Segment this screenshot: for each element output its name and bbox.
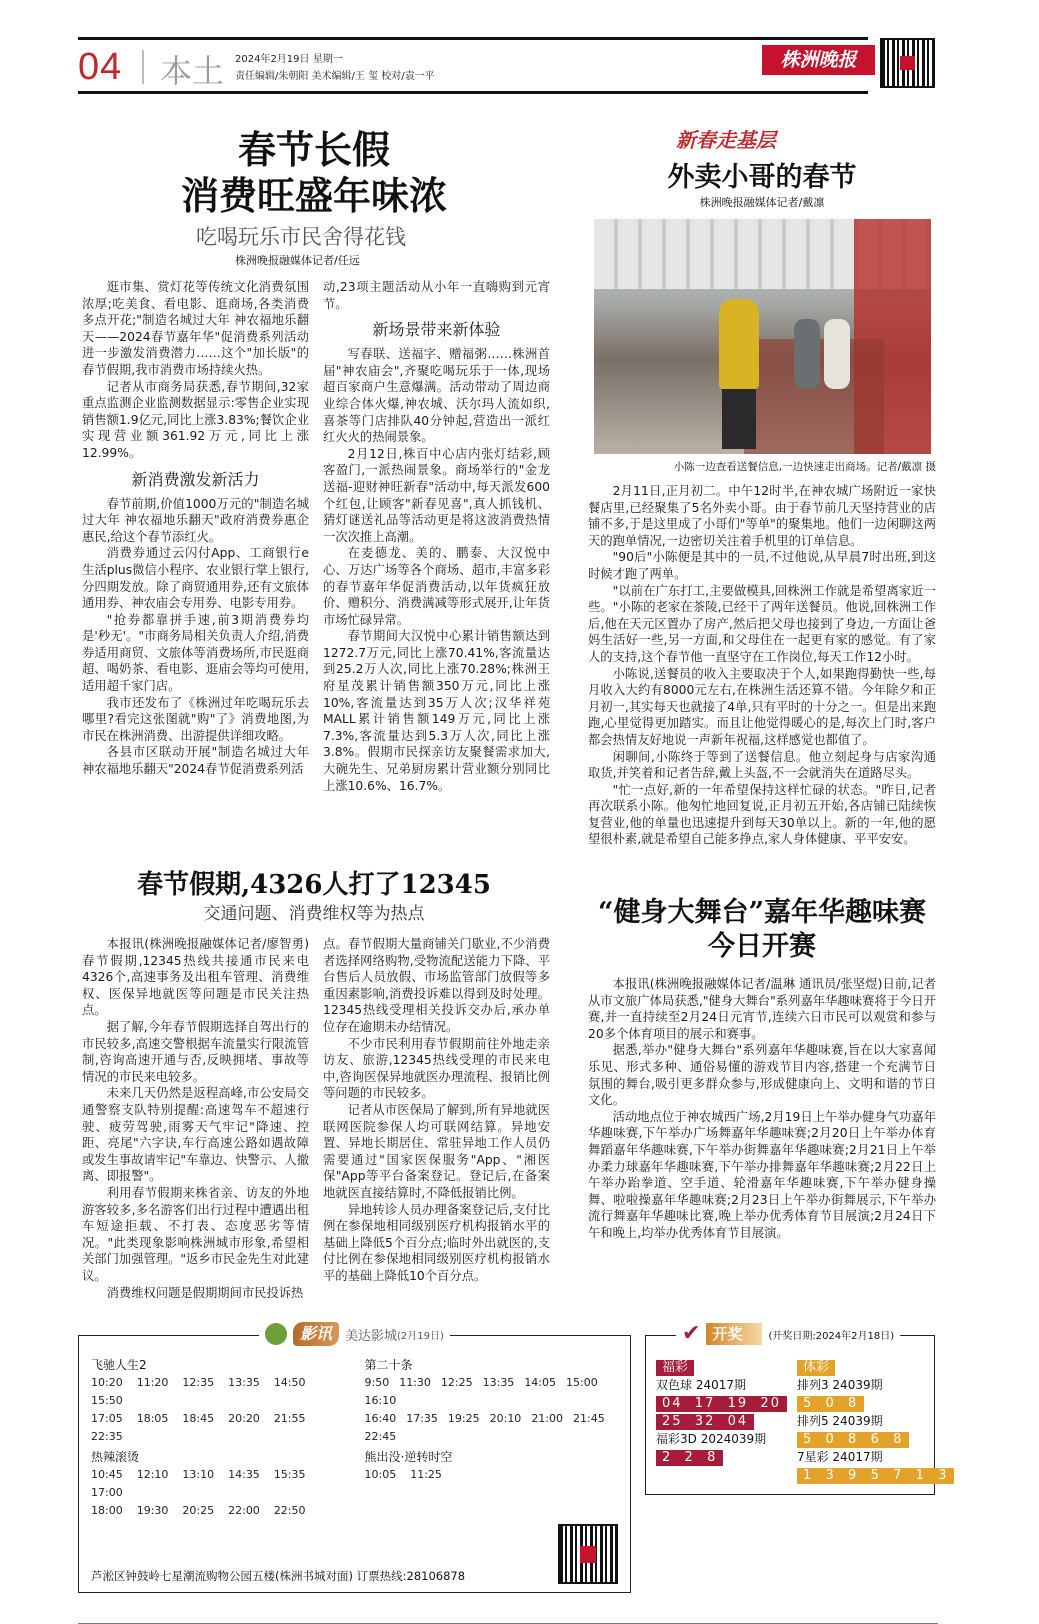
showtime: 10:05 bbox=[364, 1468, 397, 1482]
showtime: 11:25 bbox=[410, 1468, 442, 1482]
paragraph: 2月12日,株百中心店内张灯结彩,顾客盈门,一派热闹景象。商场举行的"金龙送福-迎财神旺新春"活动中,每天派发600个红包,让顾客"新春见喜",真人抓钱机、猜灯谜送礼品等活动更是将这波消费热情一次次推上高潮。 bbox=[323, 446, 550, 544]
showtimes bbox=[365, 1466, 619, 1484]
cinema-header bbox=[259, 1322, 450, 1346]
listings-row bbox=[78, 1321, 949, 1593]
cinema-date: (2月19日) bbox=[397, 1330, 444, 1342]
page-body bbox=[78, 105, 949, 1624]
qxc-issue: 7星彩 24017期 bbox=[796, 1450, 883, 1465]
paragraph: 记者从市医保局了解到,所有异地就医联网医院参保人均可联网结算。异地安置、异地长期居住、常驻异地工作人员仍需要通过"国家医保服务"App、"湘医保"App等平台备案登记。登记后,在备案地就医直接结算时,不降低报销比例。 bbox=[323, 1103, 550, 1200]
paragraph: 点。春节假期大量商铺关门歇业,不少消费者选择网络购物,受物流配送能力下降、平台售后人员放假、市场监管部门放假等多重因素影响,消费投诉难以得到及时处理。12345热线受理相关投诉交办后,承办单位存在逾期未办结情况。 bbox=[323, 937, 550, 1035]
lottery-results-box bbox=[645, 1321, 949, 1495]
article1-title bbox=[124, 127, 504, 219]
header-top-rule bbox=[78, 37, 868, 40]
fc3d-numbers: 2 2 8 bbox=[656, 1450, 723, 1466]
article1-columns bbox=[78, 279, 550, 794]
cinema-footer bbox=[91, 1524, 618, 1584]
article3-subtitle: 交通问题、消费维权等为热点 bbox=[203, 904, 425, 925]
section-name: 本土 bbox=[160, 52, 225, 90]
article2-title: 外卖小哥的春节 bbox=[667, 162, 857, 193]
article4 bbox=[588, 896, 936, 1242]
showtime: 20:25 bbox=[182, 1504, 215, 1518]
showtime: 14:05 bbox=[524, 1376, 557, 1390]
paragraph: 动,23项主题活动从小年一直嗨购到元宵节。 bbox=[323, 280, 550, 311]
showtime: 12:25 bbox=[440, 1376, 473, 1390]
showtime: 14:50 bbox=[273, 1376, 306, 1390]
paragraph: 记者从市商务局获悉,春节期间,32家重点监测企业监测数据显示:零售企业实现销售额1.9亿元,同比上涨3.83%;餐饮企业实现营业额361.92万元,同比上涨12.99%。 bbox=[82, 379, 309, 460]
lottery-columns bbox=[656, 1358, 949, 1484]
title-line: 消费旺盛年味浓 bbox=[180, 173, 447, 218]
showtime: 12:35 bbox=[182, 1376, 215, 1390]
ssq-numbers: 04 17 19 20 bbox=[656, 1396, 787, 1412]
paragraph: 活动地点位于神农城西广场,2月19日上午举办健身气功嘉年华趣味赛,下午举办广场舞嘉年华趣味赛;2月20日上午举办体育舞蹈嘉年华趣味赛,下午举办街舞嘉年华趣味赛;2月21日上午举办柔力球嘉年华趣味赛,下午举办排舞嘉年华趣味赛;2月22日上午举办跆拳道、空手道、轮滑嘉年华趣味赛,下午举办健身操舞、啦啦操嘉年华趣味赛;2月23日上午举办街舞展示,下午举办流行舞嘉年华趣味比赛,晚上举办优秀体育节目展演;2月24日下午和晚上,均举办优秀体育节目展演。 bbox=[588, 1109, 936, 1240]
article2 bbox=[588, 105, 936, 848]
showtime: 15:50 bbox=[91, 1394, 123, 1408]
divider bbox=[142, 50, 144, 84]
showtime: 9:50 bbox=[364, 1376, 390, 1390]
qr-code-icon bbox=[558, 1524, 618, 1584]
showtimes bbox=[365, 1374, 619, 1410]
showtime: 13:35 bbox=[482, 1376, 515, 1390]
ticai-label: 体彩 bbox=[797, 1360, 835, 1376]
paragraph: 逛市集、赏灯花等传统文化消费氛围浓厚;吃美食、看电影、逛商场,各类消费多点开花;"制造名城过大年 神农福地乐翻天——2024春节嘉年华"促消费系列活动进一步激发消费潜力……这个"加长版"的春节假期,我市消费市场持续火热。 bbox=[82, 280, 309, 377]
article4-title bbox=[588, 896, 936, 964]
article2-byline: 株洲晚报融媒体记者/戴凛 bbox=[699, 196, 825, 209]
paragraph: 消费维权问题是假期期间市民投诉热 bbox=[106, 1285, 304, 1300]
showtime: 20:10 bbox=[489, 1412, 522, 1426]
pl3-issue: 排列3 24039期 bbox=[796, 1378, 883, 1393]
checkmark-icon: ✔ bbox=[682, 1321, 701, 1347]
cinema-listings-box bbox=[78, 1324, 631, 1593]
paragraph: "抢券都靠拼手速,前3期消费券均是'秒无'。"市商务局相关负责人介绍,消费券适用商贸、文旅体等消费场所,市民逛商超、喝奶茶、看电影、逛庙会等均可使用,适用超千家门店。 bbox=[82, 612, 309, 694]
photo-delivery-rider bbox=[594, 219, 931, 454]
paragraph: 2月11日,正月初二。中午12时半,在神农城广场附近一家快餐店里,已经聚集了5名外卖小哥。由于春节前几天坚持营业的店铺不多,于是这里成了小哥们"等单"的聚集地。他们一边闲聊这两天的跑单情况,一边密切关注着手机里的订单信息。 bbox=[588, 484, 936, 548]
subheading: 新场景带来新体验 bbox=[372, 320, 501, 340]
movie-title: 热辣滚烫 bbox=[91, 1450, 140, 1465]
movie-title: 第二十条 bbox=[364, 1358, 413, 1373]
movie-entry bbox=[91, 1356, 345, 1446]
showtime: 10:45 bbox=[91, 1468, 123, 1482]
fucai-label: 福彩 bbox=[656, 1360, 694, 1376]
lottery-date: (开奖日期:2024年2月18日) bbox=[768, 1330, 895, 1342]
cinema-tag: 影讯 bbox=[293, 1322, 339, 1346]
article3-title: 春节假期,4326人打了12345 bbox=[137, 870, 491, 901]
qr-code-icon bbox=[880, 38, 935, 88]
photo-caption: 小陈一边查看送餐信息,一边快速走出商场。记者/戴凛 摄 bbox=[673, 461, 936, 473]
movie-entry bbox=[365, 1356, 619, 1446]
paragraph: 春节前期,价值1000万元的"制造名城过大年 神农福地乐翻天"政府消费券惠企惠民,给这个春节添红火。 bbox=[82, 496, 309, 544]
showtime: 22:45 bbox=[364, 1430, 397, 1444]
lottery-header bbox=[676, 1322, 900, 1346]
article1-subtitle: 吃喝玩乐市民舍得花钱 bbox=[196, 225, 406, 249]
showtime: 22:50 bbox=[273, 1504, 306, 1518]
article3 bbox=[78, 868, 550, 1301]
fc3d-issue: 福彩3D 2024039期 bbox=[656, 1432, 767, 1447]
newspaper-logo: 株洲晚报 bbox=[762, 45, 875, 75]
showtime: 18:05 bbox=[136, 1412, 169, 1426]
showtime: 13:10 bbox=[182, 1468, 215, 1482]
showtime: 21:00 bbox=[531, 1412, 564, 1426]
showtime: 17:35 bbox=[406, 1412, 438, 1426]
paragraph: "以前在广东打工,主要做模具,回株洲工作就是希望离家近一些。"小陈的老家在茶陵,已经干了两年送餐员。他说,回株洲工作后,他在天元区置办了房产,然后把父母也接到了身边,一方面让爸妈生活好一些,另一方面,和父母住在一起更有家的感觉。有了家人的支持,这个春节他一直坚守在工作岗位,每天工作12小时。 bbox=[588, 583, 936, 664]
showtime: 22:00 bbox=[228, 1504, 260, 1518]
paragraph: 本报讯(株洲晚报融媒体记者/温琳 通讯员/张坚煜)日前,记者从市文旅广体局获悉,"健身大舞台"系列嘉年华趣味赛将于今日开赛,并一直持续至2月24日元宵节,连续六日市民可以观赏和参与20多个体育项目的展示和赛事。 bbox=[588, 977, 936, 1041]
paragraph: 写春联、送福字、赠福粥……株洲首届"神农庙会",齐聚吃喝玩乐于一体,现场超百家商户生意爆满。活动带动了周边商业综合体火爆,神农城、沃尔玛人流如织,喜茶等门店排队40分钟起,营造出一派红红火火的热闹景象。 bbox=[323, 347, 550, 445]
article1-byline: 株洲晚报融媒体记者/任远 bbox=[235, 254, 360, 267]
qxc-numbers: 1 3 9 5 7 1 3 bbox=[797, 1468, 955, 1484]
subheading: 新消费激发新活力 bbox=[131, 469, 260, 489]
showtime: 16:40 bbox=[364, 1412, 397, 1426]
paragraph: "忙一点好,新的一年希望保持这样忙碌的状态。"昨日,记者再次联系小陈。他匆忙地回复说,正月初五开始,各店铺已陆续恢复营业,他的单量也迅速提升到每天30单以上。新的一年,他的愿望很朴素,就是希望自己能多挣点,家人身体健康、平平安安。 bbox=[588, 782, 936, 847]
editors: 责任编辑/朱朝阳 美术编辑/王 玺 校对/袁一平 bbox=[235, 71, 435, 82]
issue-date: 2024年2月19日 星期一 bbox=[235, 54, 343, 65]
lottery-tag: 开奖 bbox=[706, 1323, 762, 1345]
showtime: 12:10 bbox=[136, 1468, 169, 1482]
showtime: 10:20 bbox=[91, 1376, 123, 1390]
pl3-numbers: 5 0 8 bbox=[797, 1396, 864, 1412]
showtime: 20:20 bbox=[228, 1412, 260, 1426]
paragraph: 闲聊间,小陈终于等到了送餐信息。他立刻起身与店家沟通取货,并笑着和记者告辞,戴上头盔,不一会就消失在道路尽头。 bbox=[588, 749, 936, 781]
paragraph: 不少市民利用春节假期前往外地走亲访友、旅游,12345热线受理的市民来电中,咨询医保异地就医办理流程、报销比例等问题的市民较多。 bbox=[323, 1036, 550, 1101]
section-badge: 新春走基层 bbox=[676, 128, 776, 152]
paragraph: 异地转诊人员办理备案登记后,支付比例在参保地相同级别医疗机构报销水平的基础上降低5个百分点;临时外出就医的,支付比例在参保地相同级别医疗机构报销水平的基础上降低10个百分点。 bbox=[323, 1202, 550, 1283]
article1 bbox=[78, 105, 550, 794]
showtime: 15:35 bbox=[273, 1468, 306, 1482]
showtime: 13:35 bbox=[228, 1376, 260, 1390]
paragraph: 本报讯(株洲晚报融媒体记者/廖智勇)春节假期,12345热线共接通市民来电4326个,高速事务及出租车管理、消费维权、医保异地就医等问题是市民关注热点。 bbox=[82, 937, 309, 1018]
pl5-issue: 排列5 24039期 bbox=[796, 1414, 883, 1429]
movie-title: 熊出没·逆转时空 bbox=[364, 1450, 453, 1465]
cinema-address: 芦淞区钟鼓岭七星潮流购物公园五楼(株洲书城对面) 订票热线:28106878 bbox=[91, 1569, 466, 1584]
showtime: 22:35 bbox=[91, 1430, 123, 1444]
paragraph: 消费券通过云闪付App、工商银行e生活plus微信小程序、农业银行掌上银行,分四期发放。除了商贸通用券,还有文旅体通用券、神农庙会专用券、电影专用券。 bbox=[82, 546, 309, 611]
fucai-column bbox=[656, 1358, 787, 1484]
title-line: 春节长假 bbox=[237, 127, 390, 172]
showtime: 11:30 bbox=[399, 1376, 431, 1390]
showtimes bbox=[91, 1502, 345, 1520]
showtime: 21:55 bbox=[273, 1412, 306, 1426]
showtimes bbox=[91, 1374, 345, 1410]
ticai-column bbox=[797, 1358, 955, 1484]
ssq-issue: 双色球 24017期 bbox=[656, 1378, 746, 1393]
film-projector-icon bbox=[265, 1323, 287, 1345]
showtime: 19:30 bbox=[136, 1504, 169, 1518]
paragraph: 据悉,举办"健身大舞台"系列嘉年华趣味赛,旨在以大家喜闻乐见、形式多种、通俗易懂的游戏节目内容,搭建一个充满节日氛围的舞台,吸引更多群众参与,形成健康向上、文明和谐的节日文化。 bbox=[588, 1043, 936, 1108]
paragraph: 据了解,今年春节假期选择自驾出行的市民较多,高速交警根据车流量实行限流管制,咨询高速开通与否,反映拥堵、事故等情况的市民来电较多。 bbox=[82, 1020, 309, 1084]
showtimes bbox=[91, 1466, 345, 1502]
showtime: 21:45 bbox=[573, 1412, 605, 1426]
paragraph: "90后"小陈便是其中的一员,不过他说,从早晨7时出班,到这时候才跑了两单。 bbox=[588, 550, 936, 581]
showtime: 17:05 bbox=[91, 1412, 123, 1426]
showtime: 17:00 bbox=[91, 1486, 123, 1500]
paragraph: 未来几天仍然是返程高峰,市公安局交通警察支队特别提醒:高速驾车不超速行驶、疲劳驾驶,雨雾天气牢记"降速、控距、亮尾"六字诀,车行高速公路如遇故障或发生事故请牢记"车靠边、快警示、人撤离、即报警"。 bbox=[82, 1086, 310, 1184]
paragraph: 各县市区联动开展"制造名城过大年 神农福地乐翻天"2024春节促消费系列活 bbox=[82, 745, 309, 777]
showtime: 19:25 bbox=[447, 1412, 480, 1426]
movie-grid bbox=[91, 1356, 618, 1520]
article2-body bbox=[588, 483, 936, 848]
showtimes bbox=[91, 1410, 345, 1446]
showtimes bbox=[365, 1410, 619, 1446]
showtime: 14:35 bbox=[228, 1468, 260, 1482]
showtime: 11:20 bbox=[136, 1376, 169, 1390]
movie-title: 飞驰人生2 bbox=[91, 1358, 147, 1373]
paragraph: 春节期间大汉悦中心累计销售额达到1272.7万元,同比上涨70.41%,客流量达到25.2万人次,同比上涨70.28%;株洲王府星茂累计销售额350万元,同比上涨10%,客流量达到35万人次;汉华祥苑MALL累计销售额149万元,同比上涨7.3%,客流量达到5.3万人次,同比上涨3.8%。假期市民探亲访友聚餐需求加大,大碗先生、兄弟厨房累计营业额分别同比上涨10.6%、16.7%。 bbox=[323, 629, 550, 793]
title-line: “健身大舞台”嘉年华趣味赛 bbox=[597, 897, 927, 929]
ssq-numbers: 25 32 04 bbox=[656, 1414, 754, 1430]
showtime: 16:10 bbox=[364, 1394, 397, 1408]
paragraph: 小陈说,送餐员的收入主要取决于个人,如果跑得勤快一些,每月收入大约有8000元左右,在株洲生活还算不错。今年除夕和正月初一,其实每天也就接了4单,只有平时的十分之一。但是出来跑跑,心里觉得更加踏实。而且让他觉得暖心的是,每次上门时,客户都会热情友好地说一声新年祝福,这样感觉也都值了。 bbox=[588, 666, 936, 747]
title-line: 今日开赛 bbox=[708, 931, 816, 963]
showtime: 18:00 bbox=[91, 1504, 123, 1518]
pl5-numbers: 5 0 8 6 8 bbox=[797, 1432, 909, 1448]
article4-body bbox=[588, 976, 936, 1242]
paragraph: 我市还发布了《株洲过年吃喝玩乐去哪里?看完这张图就"购"了》消费地图,为市民在株洲消费、出游提供详细攻略。 bbox=[82, 695, 309, 743]
showtime: 15:00 bbox=[566, 1376, 598, 1390]
cinema-name: 美达影城 bbox=[345, 1328, 398, 1344]
page-number: 04 bbox=[78, 46, 123, 88]
article3-columns bbox=[78, 936, 550, 1301]
header-bottom-rule bbox=[78, 91, 868, 94]
paragraph: 在麦德龙、美的、鹏泰、大汉悦中心、万达广场等各个商场、超市,丰富多彩的春节嘉年华促消费活动,以年货疯狂放价、赠积分、消费满减等形式展开,让年货市场忙碌异常。 bbox=[323, 546, 550, 627]
paragraph: 利用春节假期来株省亲、访友的外地游客较多,多名游客们出行过程中遭遇出租车短途拒载、不打表、态度恶劣等情况。"此类现象影响株洲城市形象,希望相关部门加强管理。"返乡市民金先生对此建议。 bbox=[82, 1185, 310, 1283]
showtime: 18:45 bbox=[182, 1412, 215, 1426]
